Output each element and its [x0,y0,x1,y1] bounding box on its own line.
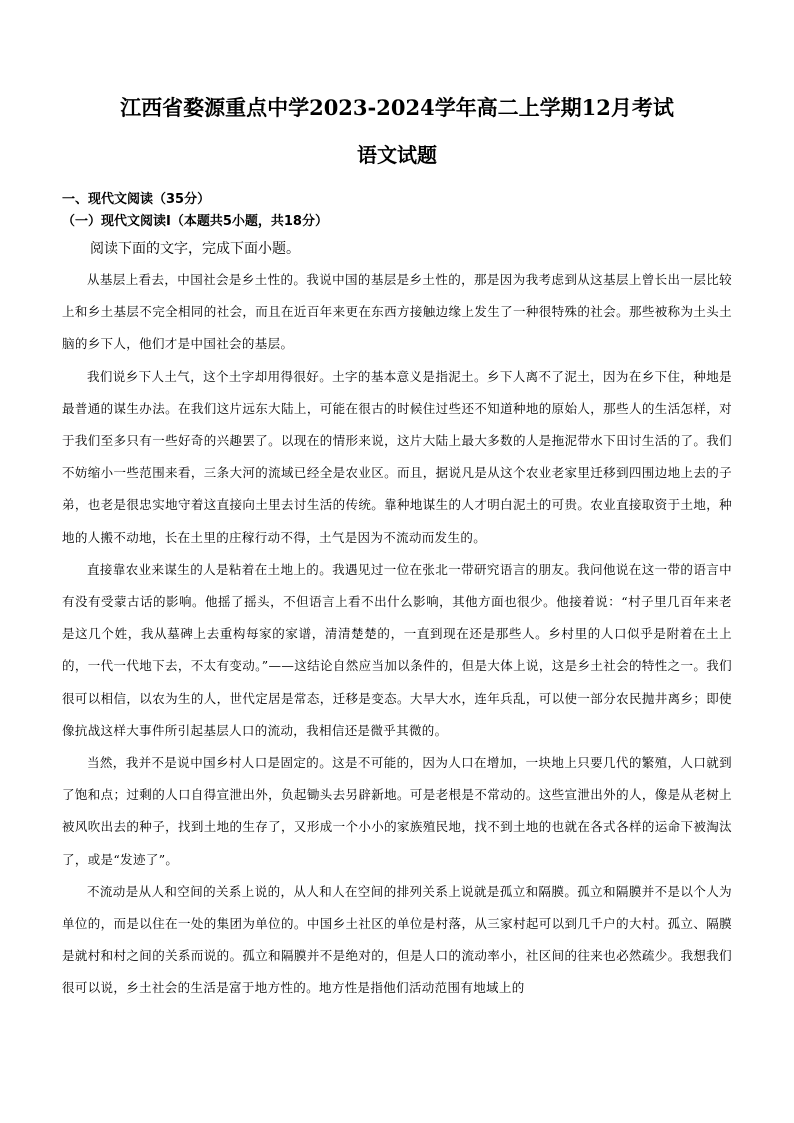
passage-paragraph: 当然，我并不是说中国乡村人口是固定的。这是不可能的，因为人口在增加，一块地上只要几代的繁殖，人口就到了饱和点；过剩的人口自得宣泄出外，负起锄头去另辟新地。可是老根是不常动的。这些宣泄出外的人，像是从老树上被风吹出去的种子，找到土地的生存了，又形成一个小小的家族殖民地，找不到土地的也就在各式各样的运命下被淘汰了，或是“发迹了”。 [62,755,732,867]
subsection-heading: （一）现代文阅读Ⅰ（本题共5小题，共18分） [62,214,328,229]
passage-paragraph: 我们说乡下人土气，这个土字却用得很好。土字的基本意义是指泥土。乡下人离不了泥土，因为在乡下住，种地是最普通的谋生办法。在我们这片远东大陆上，可能在很古的时候住过些还不知道种地的原始人，那些人的生活怎样，对于我们至多只有一些好奇的兴趣罢了。以现在的情形来说，这片大陆上最大多数的人是拖泥带水下田讨生活的了。我们不妨缩小一些范围来看，三条大河的流域已经全是农业区。而且，据说凡是从这个农业老家里迁移到四围边地上去的子弟，也老是很忠实地守着这直接向土里去讨生活的传统。靠种地谋生的人才明白泥土的可贵。农业直接取资于土地，种地的人搬不动地，长在土里的庄稼行动不得，土气是因为不流动而发生的。 [62,368,732,545]
passage-paragraph: 直接靠农业来谋生的人是粘着在土地上的。我遇见过一位在张北一带研究语言的朋友。我问他说在这一带的语言中有没有受蒙古话的影响。他摇了摇头，不但语言上看不出什么影响，其他方面也很少。他接着说：“村子里几百年来老是这几个姓，我从墓碑上去重构每家的家谱，清清楚楚的，一直到现在还是那些人。乡村里的人口似乎是附着在土上的，一代一代地下去，不太有变动。”——这结论自然应当加以条件的，但是大体上说，这是乡土社会的特性之一。我们很可以相信，以农为生的人，世代定居是常态，迁移是变态。大旱大水，连年兵乱，可以使一部分农民抛井离乡；即使像抗战这样大事件所引起基层人口的流动，我相信还是微乎其微的。 [62,561,732,738]
reading-instruction: 阅读下面的文字，完成下面小题。 [90,241,300,257]
exam-subtitle: 语文试题 [357,143,437,167]
passage-paragraph: 从基层上看去，中国社会是乡土性的。我说中国的基层是乡土性的，那是因为我考虑到从这基层上曾长出一层比较上和乡土基层不完全相同的社会，而且在近百年来更在东西方接触边缘上发生了一种很特殊的社会。那些被称为土头土脑的乡下人，他们才是中国社会的基层。 [62,272,732,352]
reading-passage [62,264,732,1005]
exam-title: 江西省婺源重点中学2023-2024学年高二上学期12月考试 [120,95,674,120]
passage-paragraph: 不流动是从人和空间的关系上说的，从人和人在空间的排列关系上说就是孤立和隔膜。孤立和隔膜并不是以个人为单位的，而是以住在一处的集团为单位的。中国乡土社区的单位是村落，从三家村起可以到几千户的大村。孤立、隔膜是就村和村之间的关系而说的。孤立和隔膜并不是绝对的，但是人口的流动率小，社区间的往来也必然疏少。我想我们很可以说，乡土社会的生活是富于地方性的。地方性是指他们活动范围有地域上的 [62,883,732,996]
section-heading: 一、现代文阅读（35分） [62,192,211,207]
